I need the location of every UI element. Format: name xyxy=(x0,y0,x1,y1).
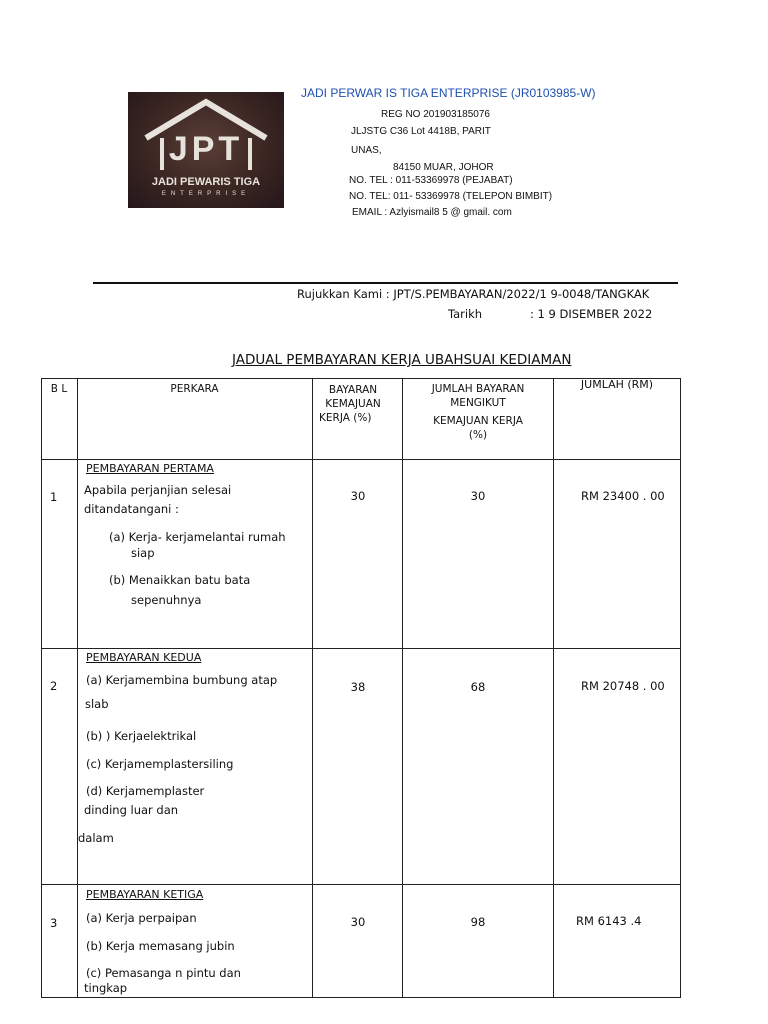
date-label: Tarikh xyxy=(448,307,483,321)
row-divider xyxy=(41,648,681,649)
row-divider xyxy=(41,459,681,460)
phone-office: NO. TEL : 011-53369978 (PEJABAT) xyxy=(349,175,513,186)
header-jumlah-bayaran xyxy=(403,382,553,442)
header-jumlah-bayaran-line: JUMLAH BAYARAN xyxy=(431,383,525,395)
header-perkara: PERKARA xyxy=(170,383,219,395)
jumlah-bayaran-value: 68 xyxy=(470,680,486,694)
jumlah-value: RM 23400 . 00 xyxy=(581,489,665,503)
header-bayaran-line: KEMAJUAN xyxy=(325,398,381,410)
row-item-line: (a) Kerja perpaipan xyxy=(86,911,197,925)
row-number: 2 xyxy=(50,679,58,693)
row-item-line: ditandatangani : xyxy=(84,502,179,516)
logo-subtitle: ENTERPRISE xyxy=(161,191,251,197)
row-item-line: (b) Kerja memasang jubin xyxy=(86,939,235,953)
row-item-line: siap xyxy=(131,546,155,560)
row-item-line: (a) Kerjamembina bumbung atap xyxy=(86,673,278,687)
bayaran-value: 38 xyxy=(350,680,366,694)
header-bayaran xyxy=(313,383,393,425)
table-border xyxy=(680,378,681,998)
date-value: : 1 9 DISEMBER 2022 xyxy=(530,307,653,321)
row-item-line: (a) Kerja- kerjamelantai rumah xyxy=(109,530,286,544)
reg-number: REG NO 201903185076 xyxy=(381,109,490,120)
jumlah-bayaran-value: 98 xyxy=(470,915,486,929)
row-item-line: dalam xyxy=(78,831,114,845)
row-item-line: (d) Kerjamemplaster xyxy=(86,784,205,798)
logo-monogram: JPT xyxy=(168,130,244,168)
header-divider xyxy=(93,282,678,284)
bayaran-value: 30 xyxy=(350,915,366,929)
row-item-line: dinding luar dan xyxy=(84,803,179,817)
header-jumlah-bayaran-line: (%) xyxy=(468,429,488,441)
jumlah-value: RM 20748 . 00 xyxy=(581,679,665,693)
address-line-2: UNAS, xyxy=(351,145,382,156)
address-line-3: 84150 MUAR, JOHOR xyxy=(393,162,494,173)
company-name: JADI PERWAR IS TIGA ENTERPRISE (JR0103985-W) xyxy=(301,86,596,100)
table-border xyxy=(41,997,681,998)
row-item-line: Apabila perjanjian selesai xyxy=(84,483,232,497)
row-number: 3 xyxy=(50,916,58,930)
reference-number: Rujukkan Kami : JPT/S.PEMBAYARAN/2022/1 9-0048/TANGKAK xyxy=(297,287,650,301)
jumlah-value: RM 6143 .4 xyxy=(576,914,642,928)
company-logo xyxy=(128,92,284,208)
header-jumlah-bayaran-line: KEMAJUAN KERJA xyxy=(433,415,523,427)
payment-schedule-table xyxy=(41,378,681,998)
table-border xyxy=(41,378,42,998)
header-bayaran-line: BAYARAN xyxy=(328,384,378,396)
row-divider xyxy=(41,884,681,885)
row-item-line: (b) ) Kerjaelektrikal xyxy=(86,729,197,743)
section-title: PEMBAYARAN KETIGA xyxy=(86,888,204,901)
table-divider xyxy=(77,378,78,998)
row-item-line: (c) Pemasanga n pintu dan xyxy=(86,966,241,980)
address-line-1: JLJSTG C36 Lot 4418B, PARIT xyxy=(351,126,491,137)
bayaran-value: 30 xyxy=(350,489,366,503)
jumlah-bayaran-value: 30 xyxy=(470,489,486,503)
header-jumlah-bayaran-line: MENGIKUT xyxy=(450,397,506,409)
row-item-line: tingkap xyxy=(84,981,128,995)
email: EMAIL : Azlyismail8 5 @ gmail. com xyxy=(352,207,512,218)
section-title: PEMBAYARAN PERTAMA xyxy=(86,462,214,475)
row-item-line: (b) Menaikkan batu bata xyxy=(109,573,251,587)
row-item-line: (c) Kerjamemplastersiling xyxy=(86,757,234,771)
section-title: PEMBAYARAN KEDUA xyxy=(86,651,202,664)
table-divider xyxy=(553,378,554,998)
document-title: JADUAL PEMBAYARAN KERJA UBAHSUAI KEDIAMAN xyxy=(232,352,572,368)
header-jumlah: JUMLAH (RM) xyxy=(580,378,654,391)
row-item-line: slab xyxy=(85,697,109,711)
logo-name: JADI PEWARIS TIGA xyxy=(151,176,261,188)
header-bayaran-line: KERJA (%) xyxy=(319,412,372,424)
row-item-line: sepenuhnya xyxy=(131,593,202,607)
header-bl: B L xyxy=(50,383,68,395)
row-number: 1 xyxy=(50,490,58,504)
phone-mobile: NO. TEL: 011- 53369978 (TELEPON BIMBIT) xyxy=(349,191,553,202)
